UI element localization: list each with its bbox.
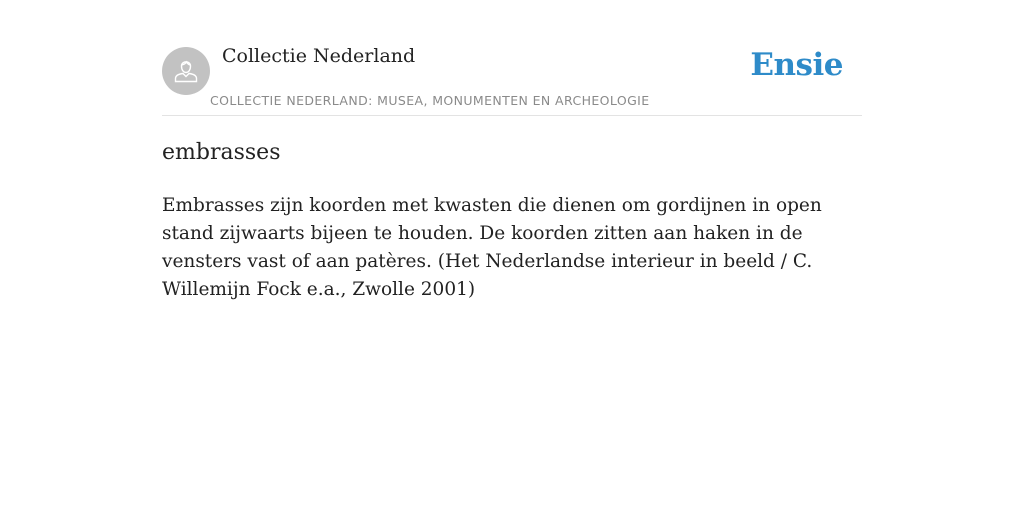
- entry-term: embrasses: [162, 140, 281, 165]
- author-name[interactable]: Collectie Nederland: [222, 45, 416, 67]
- ensie-logo[interactable]: Ensie: [750, 47, 843, 83]
- entry-definition: Embrasses zijn koorden met kwasten die dienen om gordijnen in open stand zijwaarts bijeen te houden. De koorden zitten aan haken in de vensters vast of aan patères. (Het Nederlandse interieur in beeld / C. Willemijn Fock e.a., Zwolle 2001): [162, 195, 822, 300]
- entry-header: [162, 0, 862, 116]
- source-label[interactable]: COLLECTIE NEDERLAND: MUSEA, MONUMENTEN EN ARCHEOLOGIE: [210, 93, 650, 108]
- entry-card: [162, 0, 862, 300]
- avatar[interactable]: [162, 47, 210, 95]
- user-icon: [172, 55, 200, 88]
